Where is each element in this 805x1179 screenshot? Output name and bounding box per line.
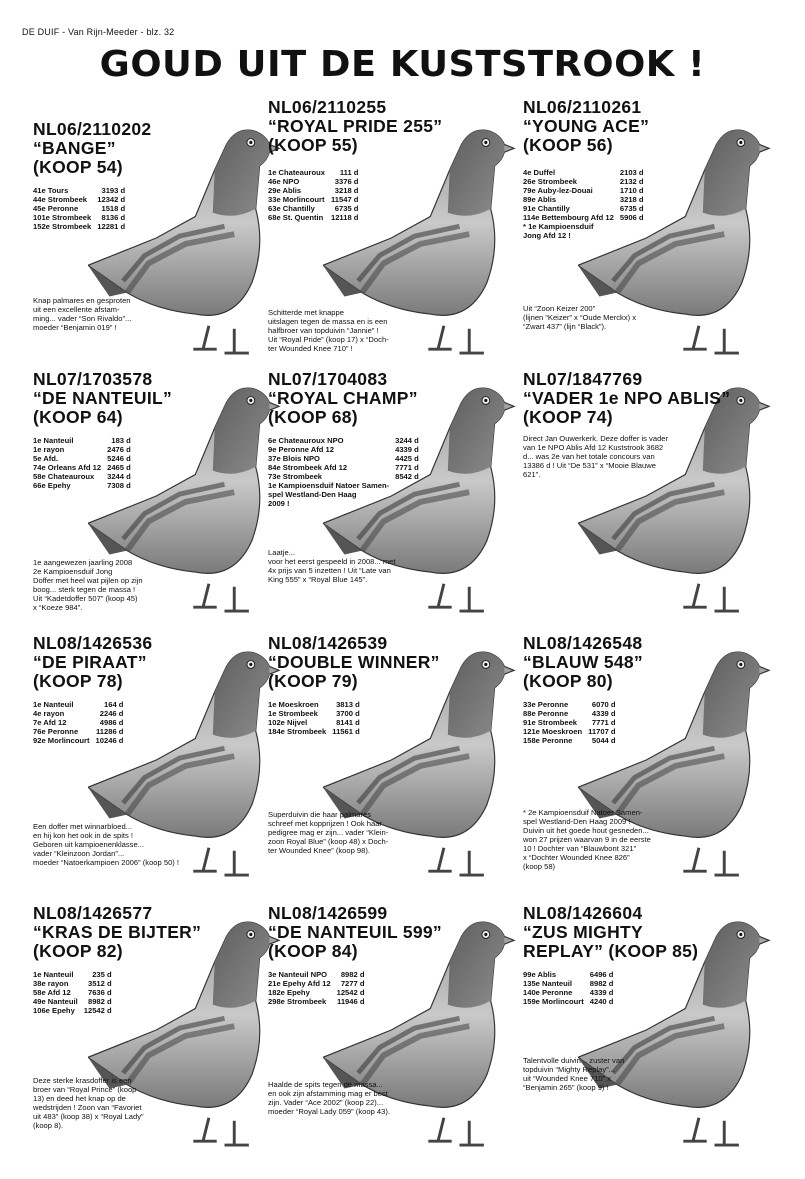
ring-number: NL07/1703578	[33, 369, 153, 389]
result-field-size	[389, 490, 419, 499]
pedigree-note: Direct Jan Ouwerkerk. Deze doffer is vader van 1e NPO Ablis Afd 12 Kuststrook 3682 d... was 2e van het totale concours van 13386 d ! Uit “De 531” x “Mooie Blauwe 621”.	[523, 434, 669, 479]
result-race: 68e St. Quentin	[268, 213, 324, 222]
pigeon-card	[268, 904, 518, 1152]
pedigree-note: Deze sterke krasdoffer is een broer van “Royal Prince” (koop 13) en deed het knap op de wedstrijden ! Zoon van “Favoriet uit 483” (koop 38) x “Royal Lady” (koop 8).	[33, 1076, 144, 1130]
result-field-size: 5044 d	[591, 736, 616, 745]
pigeon-heading	[268, 370, 418, 427]
result-race: 2009 !	[268, 499, 290, 508]
result-field-size: 4986 d	[99, 718, 124, 727]
pigeon-card	[523, 634, 773, 882]
result-field-size: 4240 d	[589, 997, 614, 1006]
result-field-size: 164 d	[104, 700, 124, 709]
pigeon-name: “DOUBLE WINNER”	[268, 652, 440, 672]
result-row	[33, 970, 112, 979]
result-row	[268, 186, 358, 195]
ring-number: NL07/1847769	[523, 369, 643, 389]
result-row	[33, 700, 123, 709]
pigeon-card	[33, 98, 283, 346]
koop-number: (KOOP 74)	[523, 407, 613, 427]
result-race: 33e Morlincourt	[268, 195, 325, 204]
result-field-size: 8542 d	[395, 472, 419, 481]
result-field-size: 6496 d	[589, 970, 614, 979]
pigeon-card	[33, 370, 283, 618]
result-field-size: 8136 d	[101, 213, 126, 222]
result-row	[33, 222, 125, 231]
result-race: 79e Auby-lez-Douai	[523, 186, 593, 195]
pigeon-name: “DE PIRAAT”	[33, 652, 147, 672]
pigeon-heading	[33, 120, 151, 177]
result-field-size: 12542 d	[83, 1006, 112, 1015]
result-field-size: 3244 d	[395, 436, 419, 445]
result-race: 1e Kampioensduif Natoer Samen-	[268, 481, 390, 490]
pedigree-note: 1e aangewezen jaarling 2008 2e Kampioensduif Jong Doffer met heel wat pijlen op zijn boog... sterk tegen de massa ! Uit “Kadetdoffer 507” (koop 45) x “Koeze 984”.	[33, 558, 143, 612]
result-row	[33, 727, 123, 736]
result-race: 58e Chateauroux	[33, 472, 95, 481]
result-race: 44e Strombeek	[33, 195, 88, 204]
pigeon-heading	[268, 634, 440, 691]
results-table	[523, 970, 613, 1006]
pigeon-name: “BLAUW 548”	[523, 652, 643, 672]
result-row	[523, 700, 616, 709]
result-field-size	[389, 499, 419, 508]
result-field-size: 2246 d	[99, 709, 124, 718]
result-row	[523, 195, 644, 204]
result-field-size: 11707 d	[588, 727, 616, 736]
results-table	[33, 700, 123, 745]
result-field-size: 3218 d	[619, 195, 644, 204]
result-field-size: 2476 d	[107, 445, 131, 454]
pigeon-card	[33, 904, 283, 1152]
result-row	[268, 727, 360, 736]
result-field-size: 7277 d	[340, 979, 365, 988]
result-race: 298e Strombeek	[268, 997, 327, 1006]
koop-number: (KOOP 80)	[523, 671, 613, 691]
pigeon-heading	[523, 904, 698, 961]
result-race: 73e Strombeek	[268, 472, 323, 481]
result-race: 99e Ablis	[523, 970, 557, 979]
result-race: 89e Ablis	[523, 195, 557, 204]
pigeon-name: “KRAS DE BIJTER”	[33, 922, 202, 942]
pigeon-name: “VADER 1e NPO ABLIS”	[523, 388, 731, 408]
ring-number: NL08/1426536	[33, 633, 153, 653]
running-head: DE DUIF - Van Rijn-Meeder - blz. 32	[22, 27, 175, 37]
result-row	[33, 186, 125, 195]
result-row	[268, 436, 419, 445]
results-table	[268, 700, 360, 736]
result-row	[268, 970, 364, 979]
pigeon-heading	[268, 904, 442, 961]
result-race: 21e Epehy Afd 12	[268, 979, 331, 988]
koop-number: (KOOP 68)	[268, 407, 358, 427]
result-race: 5e Afd.	[33, 454, 59, 463]
result-race: 74e Orleans Afd 12	[33, 463, 102, 472]
result-field-size: 7771 d	[591, 718, 616, 727]
result-row	[268, 499, 419, 508]
result-race: 88e Peronne	[523, 709, 569, 718]
result-field-size	[614, 222, 644, 231]
pigeon-heading	[33, 370, 172, 427]
result-race: 106e Epehy	[33, 1006, 75, 1015]
result-field-size: 4425 d	[395, 454, 419, 463]
result-row	[268, 204, 358, 213]
result-race: 4e rayon	[33, 709, 65, 718]
pigeon-card	[523, 904, 773, 1152]
result-row	[33, 204, 125, 213]
result-field-size: 10246 d	[95, 736, 124, 745]
ring-number: NL08/1426599	[268, 903, 388, 923]
pedigree-note: Knap palmares en gesproten uit een excellente afstam- ming... vader “Son Rivaldo”... moeder “Benjamin 019” !	[33, 296, 132, 332]
result-row	[33, 195, 125, 204]
result-row	[523, 988, 613, 997]
result-race: 9e Peronne Afd 12	[268, 445, 334, 454]
result-race: Jong Afd 12 !	[523, 231, 571, 240]
result-field-size: 2465 d	[107, 463, 131, 472]
result-field-size: 11946 d	[337, 997, 365, 1006]
result-row	[523, 186, 644, 195]
pigeon-name: “YOUNG ACE”	[523, 116, 650, 136]
result-race: 140e Peronne	[523, 988, 573, 997]
result-field-size: 1518 d	[101, 204, 126, 213]
result-race: 92e Morlincourt	[33, 736, 90, 745]
result-race: 33e Peronne	[523, 700, 569, 709]
result-row	[33, 472, 131, 481]
pedigree-note: Laatje... voor het eerst gespeeld in 2008... met 4x prijs van 5 inzetten ! Uit “Late van King 555” x “Royal Blue 145”.	[268, 548, 396, 584]
result-row	[33, 709, 123, 718]
result-race: 1e Moeskroen	[268, 700, 319, 709]
result-field-size: 3512 d	[87, 979, 112, 988]
result-race: 1e Nanteuil	[33, 970, 74, 979]
koop-number: (KOOP 55)	[268, 135, 358, 155]
pedigree-note: Superduivin die haar palmares schreef met kopprijzen ! Ook haar pedigree mag er zijn... vader “Klein- zoon Royal Blue” (koop 48) x Doch- ter Wounded Knee” (koop 98).	[268, 810, 389, 855]
result-race: spel Westland-Den Haag	[268, 490, 357, 499]
result-field-size: 2132 d	[619, 177, 644, 186]
result-field-size: 3193 d	[101, 186, 126, 195]
pedigree-note: Een doffer met winnarbloed... en hij kon het ook in de spits ! Geboren uit kampioenenklasse... vader “Kleinzoon Jordan”... moeder “Natoerkampioen 2006” (koop 50) !	[33, 822, 180, 867]
result-race: 6e Chateauroux NPO	[268, 436, 344, 445]
result-field-size: 12281 d	[97, 222, 126, 231]
result-row	[523, 718, 616, 727]
result-field-size: 6735 d	[619, 204, 644, 213]
result-race: 102e Nijvel	[268, 718, 308, 727]
result-row	[33, 463, 131, 472]
pedigree-note: Uit “Zoon Keizer 200” (lijnen “Keizer” x “Oude Merckx) x “Zwart 437” (lijn “Black”).	[523, 304, 637, 331]
result-row	[33, 481, 131, 490]
pigeon-name: “BANGE”	[33, 138, 116, 158]
result-race: 159e Morlincourt	[523, 997, 584, 1006]
result-row	[523, 970, 613, 979]
result-row	[523, 736, 616, 745]
ring-number: NL08/1426604	[523, 903, 643, 923]
result-field-size: 11561 d	[332, 727, 360, 736]
result-field-size: 6070 d	[591, 700, 616, 709]
pigeon-name: “DE NANTEUIL”	[33, 388, 173, 408]
ring-number: NL06/2110261	[523, 97, 642, 117]
result-race: 101e Strombeek	[33, 213, 92, 222]
result-race: 1e Strombeek	[268, 709, 318, 718]
result-row	[268, 195, 358, 204]
result-race: 41e Tours	[33, 186, 69, 195]
result-race: 1e Chateauroux	[268, 168, 325, 177]
result-field-size: 8141 d	[336, 718, 360, 727]
result-field-size: 2103 d	[619, 168, 644, 177]
result-row	[268, 463, 419, 472]
pedigree-note: Haalde de spits tegen de massa... en ook zijn afstamming mag er best zijn. Vader “Ace 2002” (koop 22)... moeder “Royal Lady 059” (koop 43).	[268, 1080, 390, 1116]
result-field-size: 3218 d	[334, 186, 359, 195]
pigeon-card	[268, 634, 518, 882]
result-race: 49e Nanteuil	[33, 997, 78, 1006]
result-race: * 1e Kampioensduif	[523, 222, 594, 231]
koop-number: (KOOP 84)	[268, 941, 358, 961]
results-table	[523, 168, 644, 240]
results-table	[33, 436, 131, 490]
result-race: 3e Nanteuil NPO	[268, 970, 328, 979]
result-row	[268, 700, 360, 709]
result-race: 121e Moeskroen	[523, 727, 583, 736]
result-field-size	[614, 231, 644, 240]
result-field-size: 3376 d	[334, 177, 359, 186]
result-field-size	[389, 481, 419, 490]
result-row	[523, 213, 644, 222]
koop-number: (KOOP 64)	[33, 407, 123, 427]
results-table	[268, 970, 364, 1006]
result-row	[268, 472, 419, 481]
result-row	[268, 168, 358, 177]
result-row	[268, 213, 358, 222]
pigeon-name: “ROYAL CHAMP”	[268, 388, 418, 408]
result-row	[268, 709, 360, 718]
ring-number: NL07/1704083	[268, 369, 388, 389]
pigeon-card	[268, 97, 518, 353]
result-field-size: 12118 d	[330, 213, 359, 222]
result-row	[268, 718, 360, 727]
pigeon-card	[33, 634, 283, 882]
result-field-size: 8982 d	[589, 979, 614, 988]
result-row	[33, 454, 131, 463]
result-row	[33, 436, 131, 445]
pigeon-heading	[523, 370, 730, 427]
koop-number: (KOOP 54)	[33, 157, 123, 177]
result-race: 152e Strombeek	[33, 222, 92, 231]
koop-number: (KOOP 78)	[33, 671, 123, 691]
result-race: 7e Afd 12	[33, 718, 67, 727]
result-race: 135e Nanteuil	[523, 979, 572, 988]
result-field-size: 8982 d	[340, 970, 365, 979]
result-row	[268, 988, 364, 997]
pedigree-note: Talentvolle duivin... zuster van topduivin “Mighty Replay”... uit “Wounded Knee 710” x “Benjamin 265” (koop 9) !	[523, 1056, 625, 1092]
result-race: 1e Nanteuil	[33, 700, 74, 709]
result-race: 26e Strombeek	[523, 177, 578, 186]
result-row	[268, 979, 364, 988]
result-race: 66e Epehy	[33, 481, 71, 490]
result-row	[33, 736, 123, 745]
result-race: 1e Nanteuil	[33, 436, 74, 445]
result-race: 76e Peronne	[33, 727, 79, 736]
result-row	[523, 168, 644, 177]
result-field-size: 8982 d	[87, 997, 112, 1006]
results-table	[268, 436, 419, 508]
result-row	[268, 454, 419, 463]
pedigree-note: Schitterde met knappe uitslagen tegen de massa en is een halfbroer van topduivin “Jannie” ! Uit “Royal Pride” (koop 17) x “Doch- ter Wounded Knee 710” !	[268, 308, 389, 353]
result-field-size: 3813 d	[336, 700, 360, 709]
result-row	[33, 979, 112, 988]
pigeon-heading	[33, 634, 152, 691]
result-race: 29e Ablis	[268, 186, 302, 195]
result-race: 45e Peronne	[33, 204, 79, 213]
pigeon-heading	[268, 98, 442, 155]
results-table	[33, 970, 112, 1015]
result-field-size: 7636 d	[87, 988, 112, 997]
result-race: 182e Epehy	[268, 988, 310, 997]
pigeon-name: “ROYAL PRIDE 255”	[268, 116, 443, 136]
result-row	[523, 709, 616, 718]
results-table	[268, 168, 358, 222]
result-field-size: 3244 d	[107, 472, 131, 481]
koop-number: (KOOP 79)	[268, 671, 358, 691]
pigeon-name-cont: REPLAY” (KOOP 85)	[523, 941, 699, 961]
result-field-size: 4339 d	[589, 988, 614, 997]
koop-number: (KOOP 56)	[523, 135, 613, 155]
result-race: 37e Blois NPO	[268, 454, 320, 463]
pigeon-heading	[33, 904, 201, 961]
result-row	[268, 481, 419, 490]
result-field-size: 11547 d	[330, 195, 359, 204]
ring-number: NL08/1426539	[268, 633, 388, 653]
ring-number: NL08/1426577	[33, 903, 153, 923]
result-field-size: 1710 d	[619, 186, 644, 195]
result-field-size: 11286 d	[95, 727, 124, 736]
result-row	[523, 997, 613, 1006]
result-race: 63e Chantilly	[268, 204, 315, 213]
page-title: GOUD UIT DE KUSTSTROOK !	[99, 44, 706, 85]
result-field-size: 12342 d	[97, 195, 126, 204]
result-row	[268, 490, 419, 499]
result-row	[268, 997, 364, 1006]
result-row	[33, 445, 131, 454]
result-row	[523, 204, 644, 213]
result-row	[523, 727, 616, 736]
result-race: 158e Peronne	[523, 736, 573, 745]
result-race: 58e Afd 12	[33, 988, 71, 997]
result-row	[33, 997, 112, 1006]
pedigree-note: * 2e Kampioensduif Natoer Samen- spel Westland-Den Haag 2009 ! Duivin uit het goede hout gesneden... won 27 prijzen waarvan 9 in de eerste 10 ! Dochter van “Blauwbont 321” x “Dochter Wounded Knee 826” (koop 58)	[523, 808, 651, 871]
result-field-size: 4339 d	[591, 709, 616, 718]
result-row	[33, 1006, 112, 1015]
pigeon-name: “ZUS MIGHTY	[523, 922, 643, 942]
pigeon-heading	[523, 98, 649, 155]
result-field-size: 4339 d	[395, 445, 419, 454]
result-race: 91e Strombeek	[523, 718, 578, 727]
result-field-size: 183 d	[111, 436, 131, 445]
result-row	[523, 222, 644, 231]
result-row	[523, 177, 644, 186]
result-race: 46e NPO	[268, 177, 300, 186]
result-row	[523, 979, 613, 988]
result-field-size: 6735 d	[334, 204, 359, 213]
koop-number: (KOOP 82)	[33, 941, 123, 961]
ring-number: NL06/2110255	[268, 97, 387, 117]
result-row	[33, 213, 125, 222]
result-race: 1e rayon	[33, 445, 65, 454]
result-field-size: 235 d	[92, 970, 112, 979]
result-race: 91e Chantilly	[523, 204, 570, 213]
result-row	[33, 988, 112, 997]
pigeon-card	[523, 370, 773, 618]
pigeon-card	[523, 98, 773, 346]
result-row	[33, 718, 123, 727]
ring-number: NL06/2110202	[33, 119, 152, 139]
result-race: 38e rayon	[33, 979, 69, 988]
result-race: 114e Bettembourg Afd 12	[523, 213, 614, 222]
result-race: 4e Duffel	[523, 168, 556, 177]
result-field-size: 5906 d	[619, 213, 644, 222]
result-field-size: 7308 d	[107, 481, 131, 490]
ring-number: NL08/1426548	[523, 633, 643, 653]
result-row	[523, 231, 644, 240]
result-field-size: 3700 d	[336, 709, 360, 718]
result-field-size: 111 d	[339, 168, 359, 177]
result-race: 84e Strombeek Afd 12	[268, 463, 348, 472]
result-row	[268, 445, 419, 454]
result-row	[268, 177, 358, 186]
pigeon-heading	[523, 634, 643, 691]
result-field-size: 12542 d	[336, 988, 365, 997]
result-field-size: 5246 d	[107, 454, 131, 463]
pigeon-name: “DE NANTEUIL 599”	[268, 922, 442, 942]
results-table	[523, 700, 616, 745]
pigeon-card	[268, 370, 518, 618]
result-race: 184e Strombeek	[268, 727, 327, 736]
results-table	[33, 186, 125, 231]
result-field-size: 7771 d	[395, 463, 419, 472]
